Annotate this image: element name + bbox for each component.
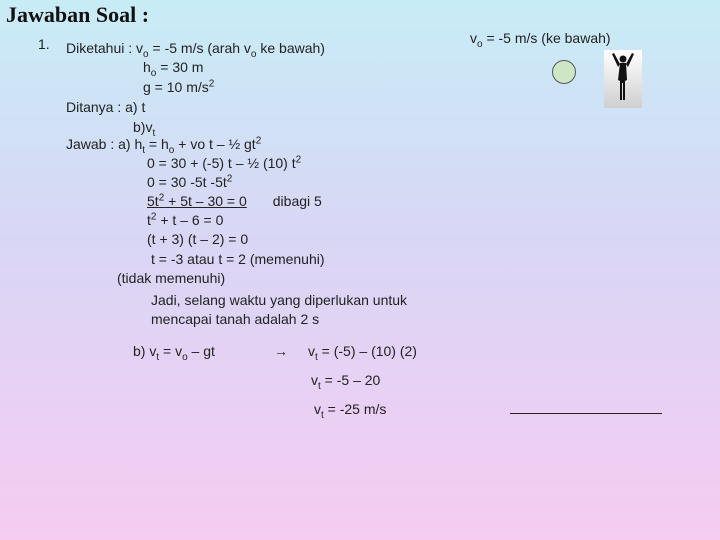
part-b-step-1: $v_t = (-5) - (10)$ (2): [308, 343, 417, 363]
answer-line-8: (tidak memenuhi): [117, 270, 226, 286]
answer-line-3: 0 = 30 -5t $-5t^2$: [147, 173, 233, 190]
arrow-icon: →: [274, 343, 288, 359]
given-label: Diketahui :: [66, 40, 137, 56]
answer-line-7: t = -3 atau t = 2 (memenuhi): [151, 251, 325, 267]
part-b-step-2: $v_t = -5 - 20$: [311, 372, 381, 392]
conclusion-line-1: Jadi, selang waktu yang diperlukan untuk: [151, 292, 408, 308]
answer-line-6: (t + 3) (t – 2) = 0: [147, 231, 249, 247]
equation-underlined: $5t^2 + 5t - 30 = 0$: [147, 192, 247, 209]
answer-line-1: Jawab : a) $h_t = h_o$ + vo t – ½ $gt^2$: [66, 135, 262, 156]
answer-line-5: $t^2 + t - 6 = 0$: [147, 211, 224, 228]
side-label-v0: $v_o = -5$ m/s (ke bawah): [470, 30, 611, 50]
person-silhouette-image: [604, 50, 642, 108]
ball-illustration: [552, 60, 576, 84]
given-h0-line: $h_o = 30$ m: [143, 59, 204, 79]
divide-note: dibagi 5: [272, 193, 322, 209]
part-b-result: $v_t = -25$ m/s: [314, 401, 387, 421]
given-v0-line: Diketahui : $v_o = -5$ m/s (arah $v_o$ ke bawah): [66, 40, 325, 60]
answer-line-2: 0 = 30 + (-5) t – ½ (10) $t^2$: [147, 154, 302, 171]
asked-line-b: $b)v_t$: [133, 119, 156, 139]
answer-line-4: [147, 193, 322, 209]
item-number: 1.: [38, 36, 50, 52]
conclusion-line-2: mencapai tanah adalah 2 s: [151, 311, 320, 327]
part-b-formula: b) $v_t = v_o$ – gt: [133, 343, 215, 363]
answer-underline: [510, 413, 662, 414]
given-g-line: g = 10 $m/s^2$: [143, 78, 215, 95]
asked-line-a: Ditanya : a) t: [66, 99, 146, 115]
slide-title: Jawaban Soal :: [6, 2, 150, 27]
